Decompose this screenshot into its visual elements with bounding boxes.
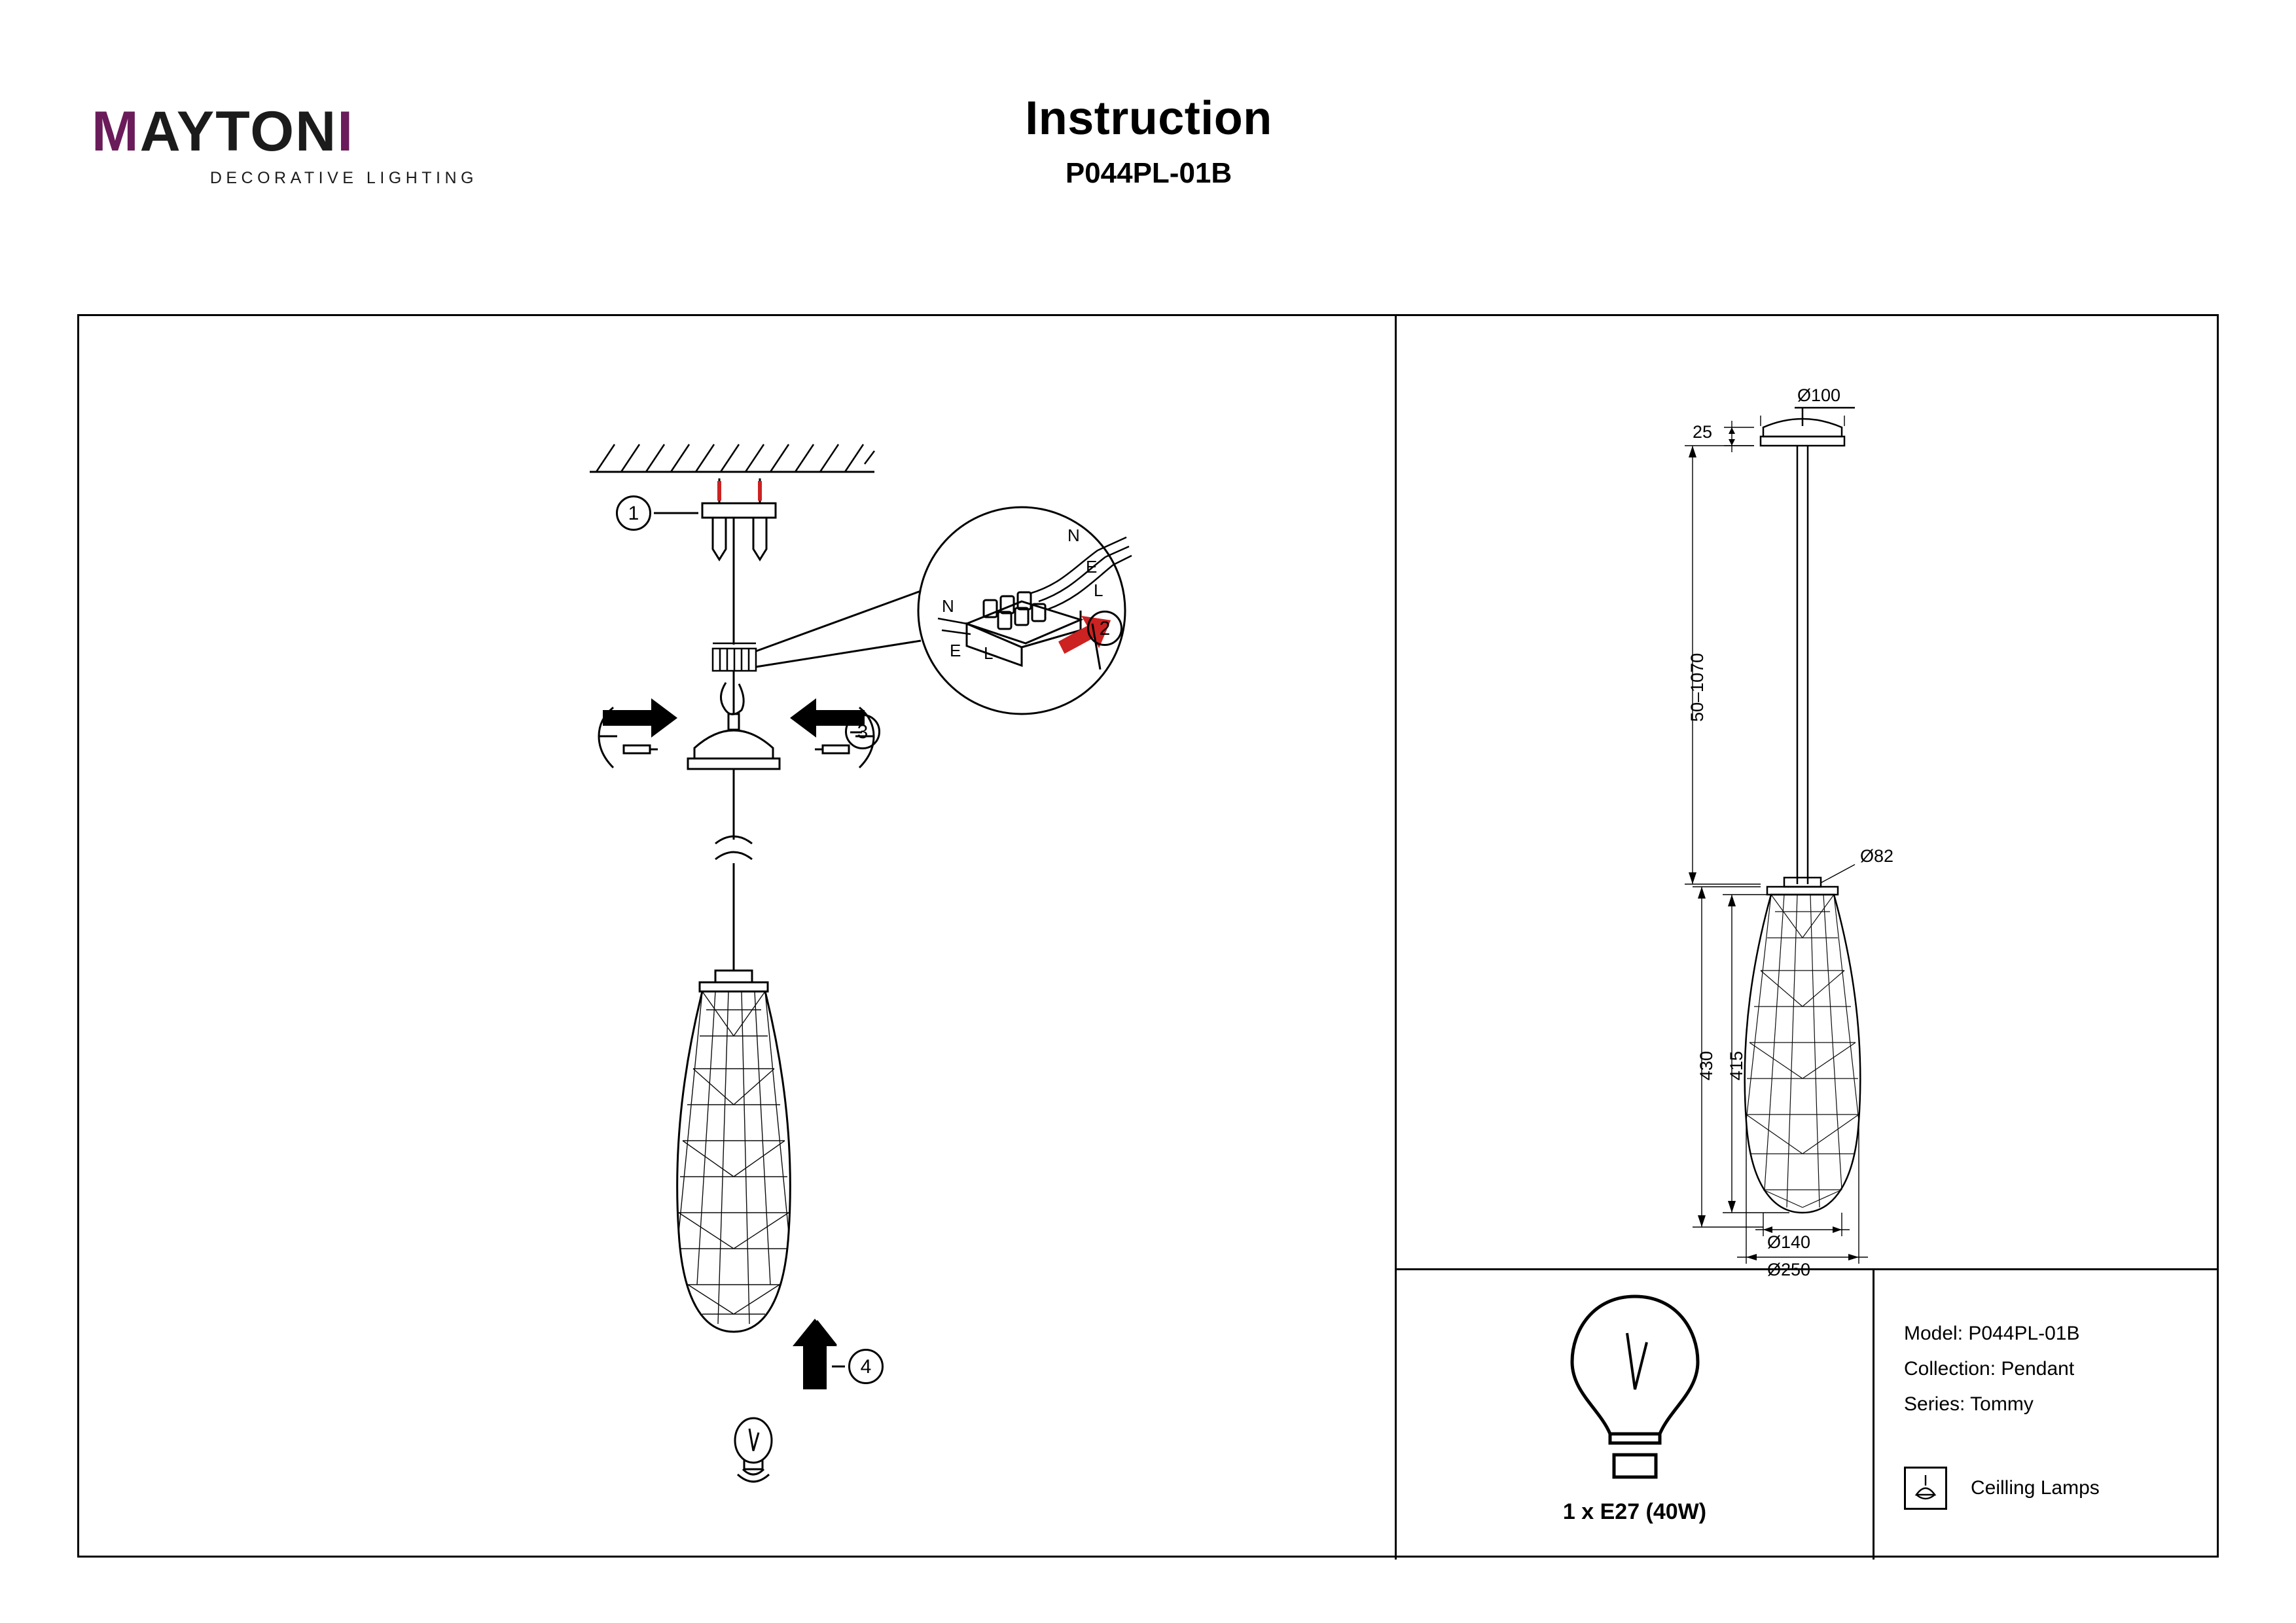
- page-model-code: P044PL-01B: [1065, 157, 1232, 189]
- dim-total-shade-height: 430: [1696, 1050, 1716, 1080]
- bulb-spec-label: 1 x E27 (40W): [1562, 1499, 1707, 1524]
- dim-shade-max-diameter: Ø250: [1767, 1260, 1811, 1279]
- title-block: [772, 92, 1525, 190]
- dimension-drawing-panel: [1397, 316, 2219, 1279]
- step-badge-1: 1: [616, 495, 651, 531]
- ceiling-lamp-glyph: [1906, 1469, 1945, 1508]
- dimension-drawing: [1397, 316, 2219, 1268]
- dim-plate-height: 25: [1693, 422, 1713, 442]
- step-badge-4: 4: [848, 1349, 884, 1384]
- ceiling-lamp-icon: [1904, 1467, 1947, 1510]
- terminal-label-n-top: N: [1067, 526, 1080, 545]
- step-badge-2: 2: [1087, 611, 1122, 646]
- dim-cable-length: 50–1070: [1687, 652, 1707, 722]
- dim-shade-top-diameter: Ø82: [1860, 846, 1894, 866]
- model-info-series: Series: Tommy: [1904, 1393, 2034, 1415]
- brand-logo-letter-m: M: [92, 100, 140, 163]
- terminal-label-e-top: E: [1086, 557, 1098, 577]
- dim-shade-body-height: 415: [1727, 1050, 1746, 1080]
- brand-logo-wordmark: [92, 100, 497, 163]
- brand-tagline: DECORATIVE LIGHTING: [209, 169, 478, 187]
- brand-logo-letters-ayton: AYTON: [139, 100, 338, 163]
- dim-top-plate-diameter: Ø100: [1797, 385, 1841, 405]
- step-badge-3: 3: [845, 714, 880, 749]
- bulb-spec-box: [1397, 1270, 1873, 1560]
- page-header: [0, 0, 2296, 275]
- instruction-frame: [77, 314, 2219, 1558]
- model-info-model: Model: P044PL-01B: [1904, 1323, 2080, 1344]
- model-info-lines: [1904, 1316, 2080, 1422]
- assembly-drawing: [79, 316, 1395, 1560]
- brand-logo-letter-i: I: [337, 100, 355, 163]
- model-info-box: [1874, 1270, 2219, 1560]
- bulb-icon: [1397, 1270, 1873, 1506]
- page-title: Instruction: [1025, 92, 1272, 145]
- terminal-label-l-bottom: L: [984, 643, 994, 663]
- brand-logo: [92, 100, 497, 188]
- assembly-diagram: [79, 316, 1395, 1560]
- room-type-label: Ceilling Lamps: [1971, 1477, 2100, 1499]
- terminal-label-n-bottom: N: [942, 596, 954, 616]
- room-type-row: [1904, 1467, 2100, 1510]
- terminal-label-e-bottom: E: [950, 641, 961, 660]
- terminal-label-l-top: L: [1094, 580, 1103, 600]
- dim-shade-bottom-diameter: Ø140: [1767, 1232, 1811, 1252]
- model-info-collection: Collection: Pendant: [1904, 1358, 2075, 1380]
